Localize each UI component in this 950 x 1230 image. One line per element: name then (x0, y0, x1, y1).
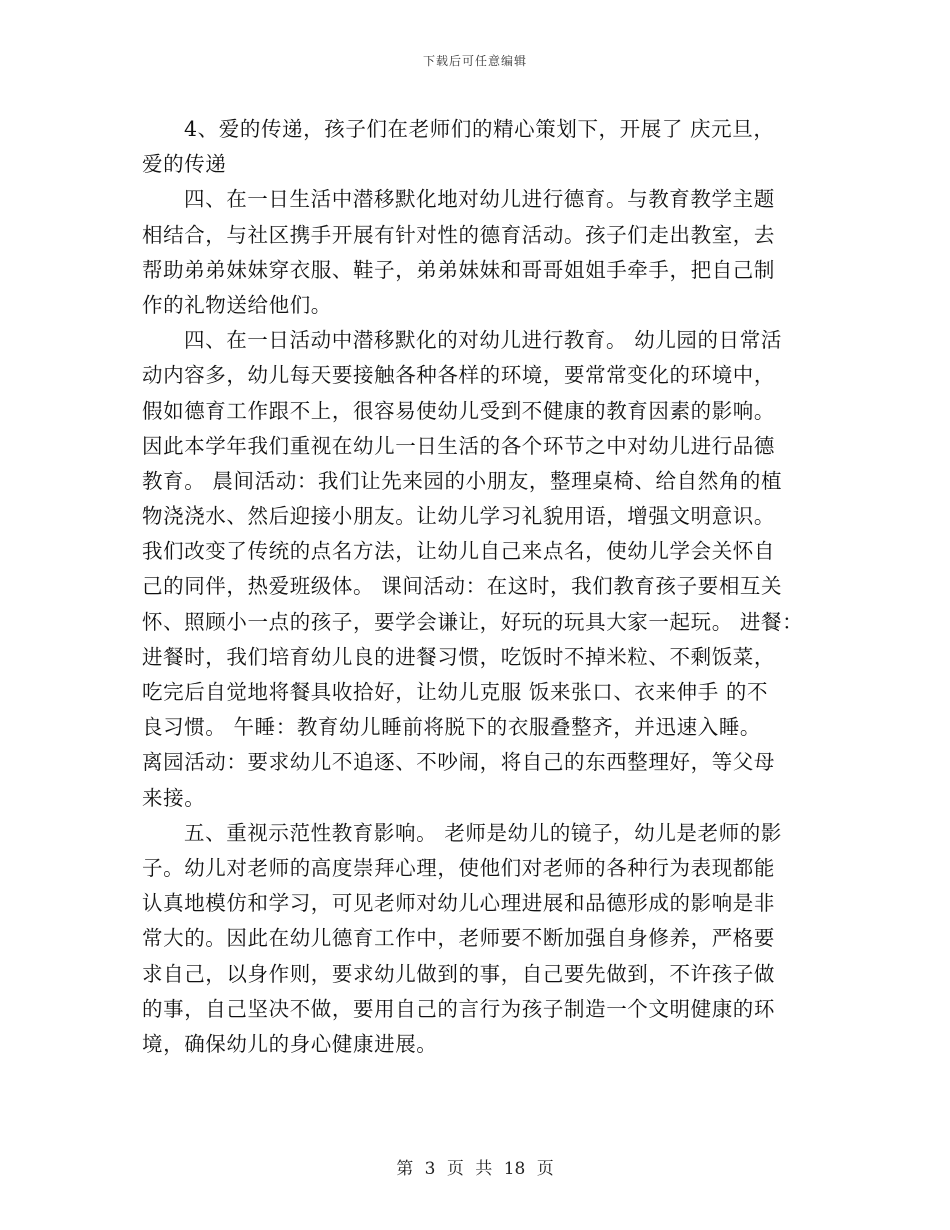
text-line: 的事，自己坚决不做，要用自己的言行为孩子制造一个文明健康的环 (142, 996, 775, 1021)
text-line: 离园活动：要求幼儿不追逐、不吵闹，将自己的东西整理好，等父母 (142, 750, 775, 775)
text-line: 假如德育工作跟不上，很容易使幼儿受到不健康的教育因素的影响。 (142, 398, 775, 423)
text-line: 物浇浇水、然后迎接小朋友。让幼儿学习礼貌用语，增强文明意识。 (142, 504, 775, 529)
text-line: 吃完后自觉地将餐具收拾好，让幼儿克服 饭来张口、衣来伸手 的不 (142, 680, 769, 704)
text-line: 良习惯。 午睡：教育幼儿睡前将脱下的衣服叠整齐，并迅速入睡。 (142, 715, 762, 740)
text-line: 子。幼儿对老师的高度崇拜心理，使他们对老师的各种行为表现都能 (142, 855, 775, 880)
document-body (142, 112, 818, 1062)
text-line: 认真地模仿和学习，可见老师对幼儿心理进展和品德形成的影响是非 (142, 891, 775, 916)
text-line: 五、重视示范性教育影响。 老师是幼儿的镜子，幼儿是老师的影 (184, 820, 782, 845)
text-line: 己的同伴，热爱班级体。 课间活动：在这时，我们教育孩子要相互关 (142, 574, 783, 599)
text-line: 作的礼物送给他们。 (142, 292, 332, 317)
text-line: 四、在一日生活中潜移默化地对幼儿进行德育。与教育教学主题 (184, 187, 775, 212)
text-line: 我们改变了传统的点名方法，让幼儿自己来点名，使幼儿学会关怀自 (142, 539, 775, 564)
page-number-footer: 第 3 页 共 18 页 (396, 1159, 554, 1179)
text-line: 四、在一日活动中潜移默化的对幼儿进行教育。 幼儿园的日常活 (184, 328, 782, 353)
text-line: 因此本学年我们重视在幼儿一日生活的各个环节之中对幼儿进行品德 (142, 433, 775, 458)
text-line: 进餐时，我们培育幼儿良的进餐习惯，吃饭时不掉米粒、不剩饭菜， (142, 644, 775, 669)
text-line: 帮助弟弟妹妹穿衣服、鞋子，弟弟妹妹和哥哥姐姐手牵手，把自己制 (142, 257, 775, 282)
text-line: 境，确保幼儿的身心健康进展。 (142, 1031, 438, 1056)
text-line: 4、爱的传递，孩子们在老师们的精心策划下，开展了 庆元旦， (184, 117, 775, 141)
text-line: 怀、照顾小一点的孩子，要学会谦让，好玩的玩具大家一起玩。 进餐： (142, 609, 804, 634)
text-line: 求自己，以身作则，要求幼儿做到的事，自己要先做到，不许孩子做 (142, 961, 775, 986)
text-line: 常大的。因此在幼儿德育工作中，老师要不断加强自身修养，严格要 (142, 926, 775, 951)
text-line: 动内容多，幼儿每天要接触各种各样的环境，要常常变化的环境中， (142, 363, 775, 388)
text-line: 教育。 晨间活动：我们让先来园的小朋友，整理桌椅、给自然角的植 (142, 468, 783, 493)
page-header: 下载后可任意编辑 (422, 54, 527, 68)
text-line: 来接。 (142, 785, 206, 810)
text-line: 相结合，与社区携手开展有针对性的德育活动。孩子们走出教室，去 (142, 222, 775, 247)
text-line: 爱的传递 (142, 152, 227, 177)
